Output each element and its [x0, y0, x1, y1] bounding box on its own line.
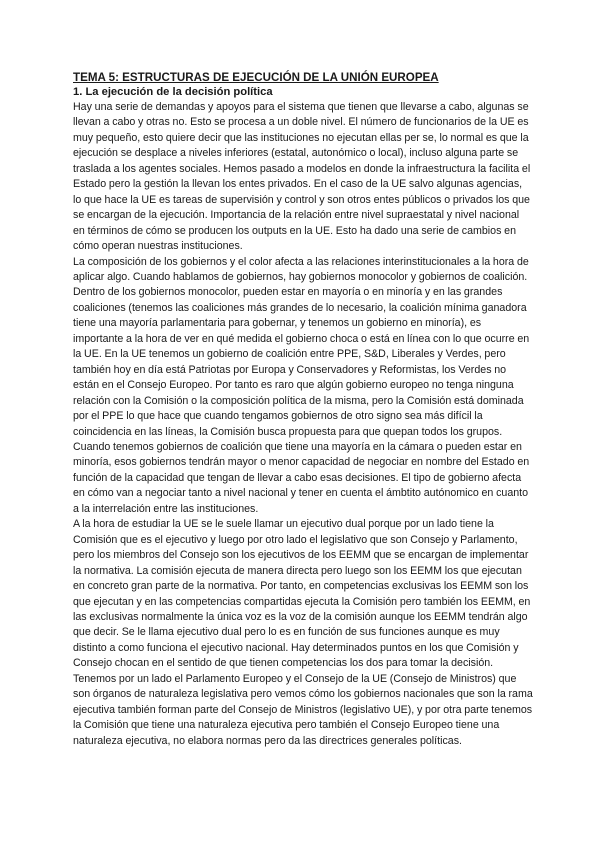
paragraph-3: A la hora de estudiar la UE se le suele llamar un ejecutivo dual porque por un lado tiene la Comisión que es el ejecutivo y luego por otro lado el legislativo que son Consejo y Parlamento, pero los miembros del Consejo son los ejecutivos de los EEMM que se encargan de implementar la normativa. La comisión ejecuta de manera directa pero luego son los EEMM los que ejecutan en concreto gran parte de la normativa. Por tanto, en competencias exclusivas los EEMM son los que ejecutan y en las competencias compartidas ejecuta la Comisión pero también los EEMM, en las exclusivas normalmente la única voz es la voz de la comisión aunque los EEMM tendrán algo que decir. Se le llama ejecutivo dual pero lo es en función de sus funciones aunque es muy distinto a como funciona el ejecutivo nacional. Hay determinados puntos en los que Comisión y Consejo chocan en el sentido de que tienen competencias los dos para tomar la decisión.: [73, 518, 531, 670]
document-page: [73, 70, 533, 749]
paragraph-1: Hay una serie de demandas y apoyos para el sistema que tienen que llevarse a cabo, algunas se llevan a cabo y otras no. Esto se procesa a un doble nivel. El número de funcionarios de la UE es muy pequeño, esto quiere decir que las instituciones no ejecutan ellas per se, lo normal es que la ejecución se desplace a niveles inferiores (estatal, autonómico o local), incluso alguna parte se traslada a los agentes sociales. Hemos pasado a modelos en donde la infraestructura la facilita el Estado pero la gestión la llevan los entes privados. En el caso de la UE salvo algunas agencias, lo que hace la UE es tareas de supervisión y control y son otros entes públicos o privados los que se encargan de la ejecución. Importancia de la relación entre nivel supraestatal y nivel nacional en términos de cómo se producen los outputs en la UE. Esto ha dado una serie de cambios en cómo operan nuestras instituciones.: [73, 101, 531, 253]
paragraph-2: La composición de los gobiernos y el color afecta a las relaciones interinstitucionales a la hora de aplicar algo. Cuando hablamos de gobiernos, hay gobiernos monocolor y gobiernos de coalición. Dentro de los gobiernos monocolor, pueden estar en mayoría o en minoría y en las grandes coaliciones (tenemos las coaliciones más grandes de lo necesario, la coalición mínima ganadora tiene una mayoría parlamentaria para gobernar, y tenemos un gobierno en minoría), es importante a la hora de ver en qué medida el gobierno choca o está en línea con lo que ocurre en la UE. En la UE tenemos un gobierno de coalición entre PPE, S&D, Liberales y Verdes, pero también hoy en día está Patriotas por Europa y Conservadores y Reformistas, los Verdes no están en el Consejo Europeo. Por tanto es raro que algún gobierno europeo no tenga ninguna relación con la Comisión o la composición política de la misma, pero la Comisión está dominada por el PPE lo que hace que cuando tengamos gobiernos de otro signo sea más difícil la coincidencia en las líneas, la Comisión busca propuesta para que quepan todos los grupos. Cuando tenemos gobiernos de coalición que tiene una mayoría en la cámara o pueden estar en minoría, esos gobiernos tendrán mayor o menor capacidad de negociar en nombre del Estado en función de la capacidad que tengan de llevar a cabo esas decisiones. El tipo de gobierno afecta en cómo van a negociar tanto a nivel nacional y tener en cuenta el ámbtito autónomico en cuanto a la interrelación entre las instituciones.: [73, 255, 530, 515]
paragraph-4: Tenemos por un lado el Parlamento Europeo y el Consejo de la UE (Consejo de Ministros) que son órganos de naturaleza legislativa pero vemos cómo los gobiernos nacionales que son la rama ejecutiva también forman parte del Consejo de Ministros (legislativo UE), y por otra parte tenemos la Comisión que tiene una naturaleza ejecutiva pero también el Consejo Europeo tiene una naturaleza ejecutiva, no elabora normas pero da las directrices generales políticas.: [73, 672, 533, 747]
section-heading: 1. La ejecución de la decisión política: [73, 86, 273, 98]
document-title: TEMA 5: ESTRUCTURAS DE EJECUCIÓN DE LA UNIÓN EUROPEA: [73, 71, 439, 84]
